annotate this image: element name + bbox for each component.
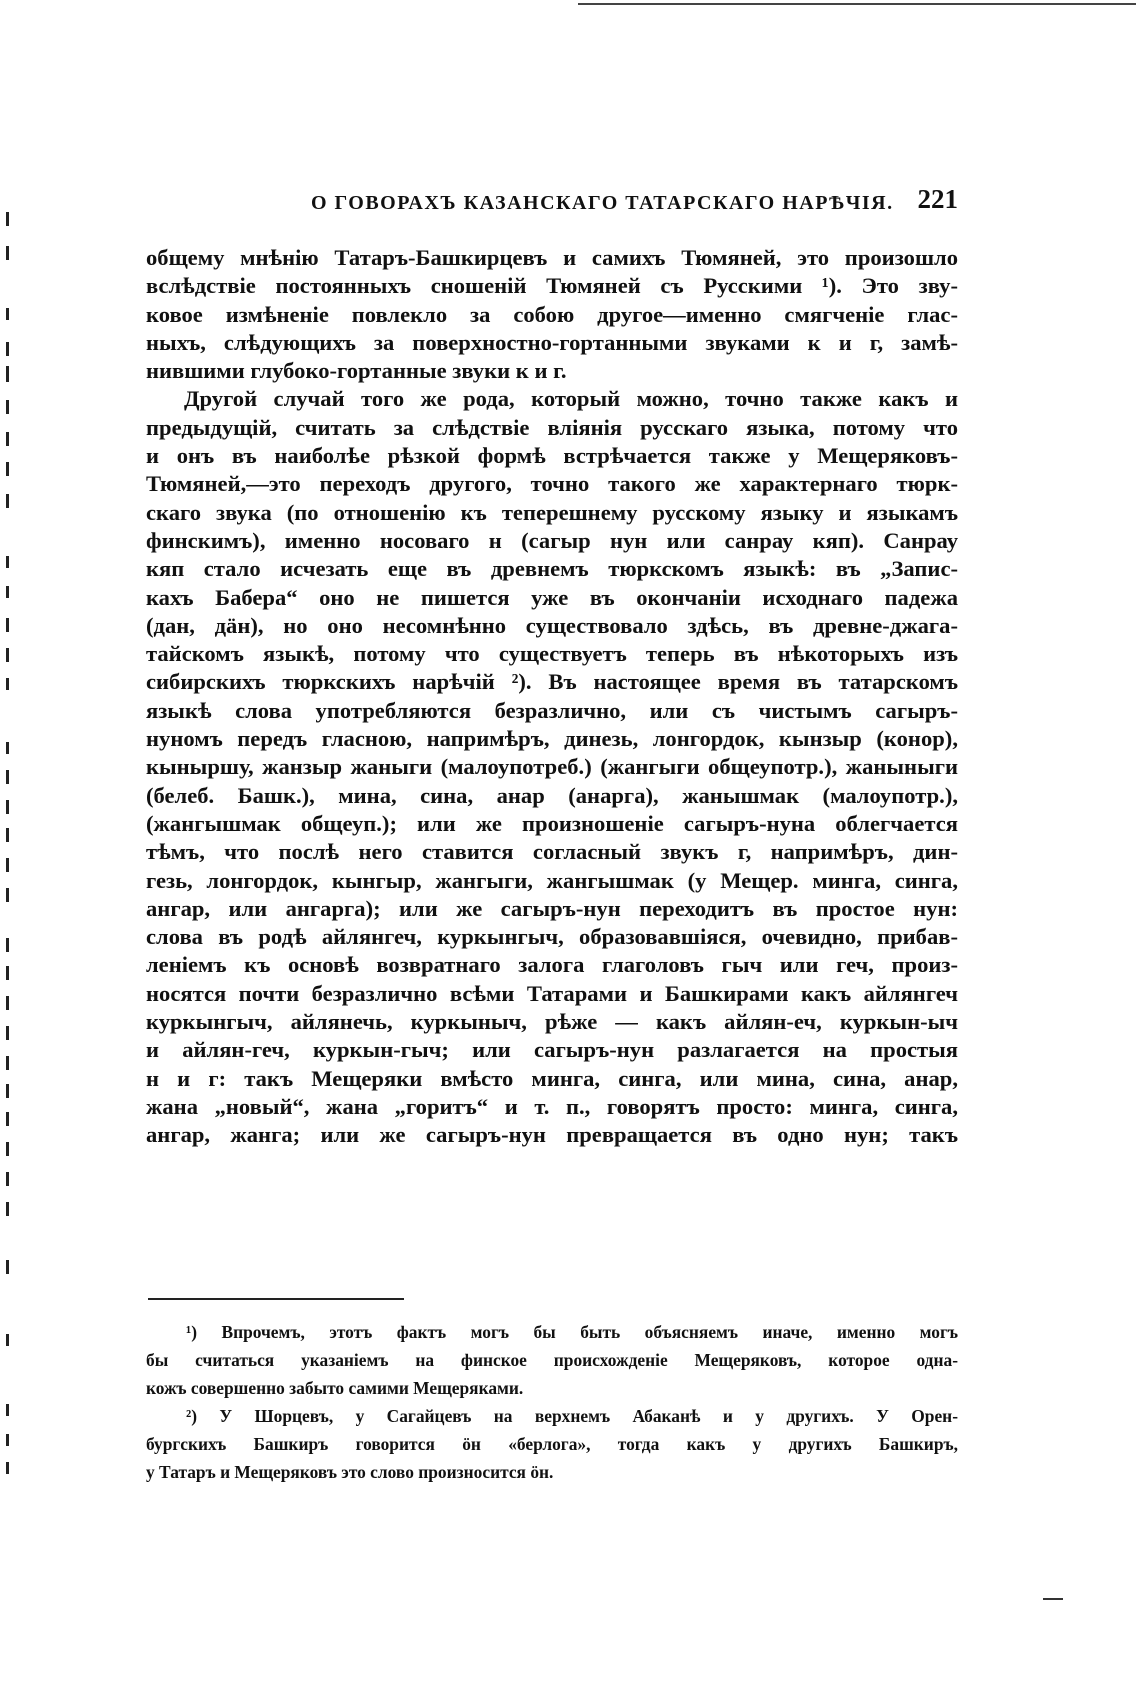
text-line: леніемъ къ основѣ возвратнаго залога глаголовъ гыч или геч, произ- [146,952,958,978]
text-line: нившими глубоко-гортанные звуки к и г. [146,358,567,384]
text-line: кыныршу, жанзыр жаныги (малоупотреб.) (жангыги общеупотр.), жаныныги [146,754,958,780]
text-line: н и г: такъ Мещеряки вмѣсто минга, синга, или мина, сина, анар, [146,1065,958,1091]
text-line: финскимъ), именно носоваго н (сагыр нун или санрау кяп). Санрау [146,527,958,553]
text-line: ковое измѣненіе повлекло за собою другое—именно смягченіе глас- [146,301,958,327]
margin-mark [6,996,9,1010]
scan-edge-mark [1043,1598,1063,1600]
text-line: Другой случай того же рода, который можно, точно также какъ и [184,386,958,412]
margin-mark [6,1404,9,1416]
margin-mark [6,1142,9,1156]
text-line: (белеб. Башк.), мина, сина, анар (анарга), жанышмак (малоупотр.), [146,782,958,808]
left-margin-scan-marks [0,0,30,1687]
text-line: ангар, или ангарга); или же сагыръ-нун переходитъ въ простое нун: [146,895,958,921]
text-line: сибирскихъ тюркскихъ нарѣчій ²). Въ настоящее время въ татарскомъ [146,669,958,695]
top-edge-rule [578,3,1136,5]
margin-mark [6,938,9,952]
margin-mark [6,800,9,814]
margin-mark [6,770,9,784]
margin-mark [6,342,9,356]
text-line: предыдущій, считать за слѣдствіе вліянія русскаго языка, потому что [146,414,958,440]
margin-mark [6,494,9,508]
margin-mark [6,556,9,568]
running-title: О ГОВОРАХЪ КАЗАНСКАГО ТАТАРСКАГО НАРѢЧІЯ. [311,192,894,214]
margin-mark [6,828,9,842]
text-line: (дан, дӓн), но оно несомнѣнно существовало здѣсь, въ древне-джага- [146,612,958,638]
text-line: носятся почти безразлично всѣми Татарами и Башкирами какъ айлянгеч [146,980,958,1006]
margin-mark [6,1112,9,1126]
text-line: слова въ родѣ айлянгеч, куркынгыч, образовавшіяся, очевидно, прибав- [146,924,958,950]
text-line: гезь, лонгордок, кынгыр, жангыги, жангышмак (у Мещер. минга, синга, [146,867,958,893]
text-line: и онъ въ наиболѣе рѣзкой формѣ встрѣчается также у Мещеряковъ- [146,443,958,469]
page-header [146,186,958,222]
text-line: вслѣдствіе постоянныхъ сношеній Тюмяней съ Русскими ¹). Это зву- [146,273,958,299]
text-line: общему мнѣнію Татаръ-Башкирцевъ и самихъ Тюмяней, это произошло [146,245,958,270]
margin-mark [6,1334,9,1346]
main-text [146,244,958,1150]
margin-mark [6,1260,9,1274]
margin-mark [6,1172,9,1186]
text-line: нуномъ передъ гласною, напримѣръ, динезь, лонгордок, кынзыр (конор), [146,726,958,752]
margin-mark [6,648,9,662]
text-line: и айлян-геч, куркын-гыч; или сагыръ-нун разлагается на простыя [146,1037,958,1063]
text-line: тѣмъ, что послѣ него ставится согласный звукъ г, напримѣръ, дин- [146,839,958,865]
text-line: ангар, жанга; или же сагыръ-нун превращается въ одно нун; такъ [146,1122,958,1148]
footnote-line: ¹) Впрочемъ, этотъ фактъ могъ бы быть объясняемъ иначе, именно могъ [186,1322,958,1342]
margin-mark [6,678,9,690]
text-line: куркынгыч, айлянечь, куркыныч, рѣже — какъ айлян-еч, куркын-ыч [146,1009,958,1035]
text-line: кяп стало исчезать еще въ древнемъ тюркскомъ языкѣ: въ „Запис- [146,556,958,582]
page-number: 221 [917,184,958,214]
margin-mark [6,966,9,980]
text-line: кахъ Бабера“ оно не пишется уже въ окончаніи исходнаго падежа [146,584,958,610]
footnote-line: кожъ совершенно забыто самими Мещеряками. [146,1378,524,1398]
margin-mark [6,1202,9,1216]
margin-mark [6,1434,9,1446]
footnotes [146,1318,958,1486]
margin-mark [6,308,9,320]
margin-mark [6,432,9,446]
text-line: языкѣ слова употребляются безразлично, или съ чистымъ сагыръ- [146,697,958,723]
margin-mark [6,1056,9,1070]
margin-mark [6,586,9,598]
margin-mark [6,366,9,382]
text-line: тайскомъ языкѣ, потому что существуетъ теперь въ нѣкоторыхъ изъ [146,641,958,667]
text-line: жана „новый“, жана „горитъ“ и т. п., говорятъ просто: минга, синга, [146,1093,958,1119]
margin-mark [6,618,9,632]
margin-mark [6,462,9,476]
margin-mark [6,858,9,872]
margin-mark [6,1462,9,1474]
margin-mark [6,400,9,414]
margin-mark [6,742,9,754]
margin-mark [6,246,9,260]
text-line: Тюмяней,—это переходъ другого, точно такого же характернаго тюрк- [146,471,958,497]
footnote-line: бы считаться указаніемъ на финское происхожденіе Мещеряковъ, которое одна- [146,1350,958,1370]
footnote-line: бургскихъ Башкиръ говорится ӧн «берлога», тогда какъ у другихъ Башкиръ, [146,1434,958,1454]
text-line: скаго звука (по отношенію къ теперешнему русскому языку и языкамъ [146,499,958,525]
footnote-line: ²) У Шорцевъ, у Сагайцевъ на верхнемъ Абаканѣ и у другихъ. У Орен- [186,1406,958,1426]
margin-mark [6,1084,9,1098]
footnote-separator [148,1298,404,1300]
text-line: ныхъ, слѣдующихъ за поверхностно-гортанными звуками к и г, замѣ- [146,329,958,355]
margin-mark [6,212,9,226]
footnote-line: у Татаръ и Мещеряковъ это слово произносится ӧн. [146,1462,554,1482]
margin-mark [6,1026,9,1040]
text-line: (жангышмак общеуп.); или же произношеніе сагыръ-нуна облегчается [146,810,958,836]
margin-mark [6,888,9,902]
